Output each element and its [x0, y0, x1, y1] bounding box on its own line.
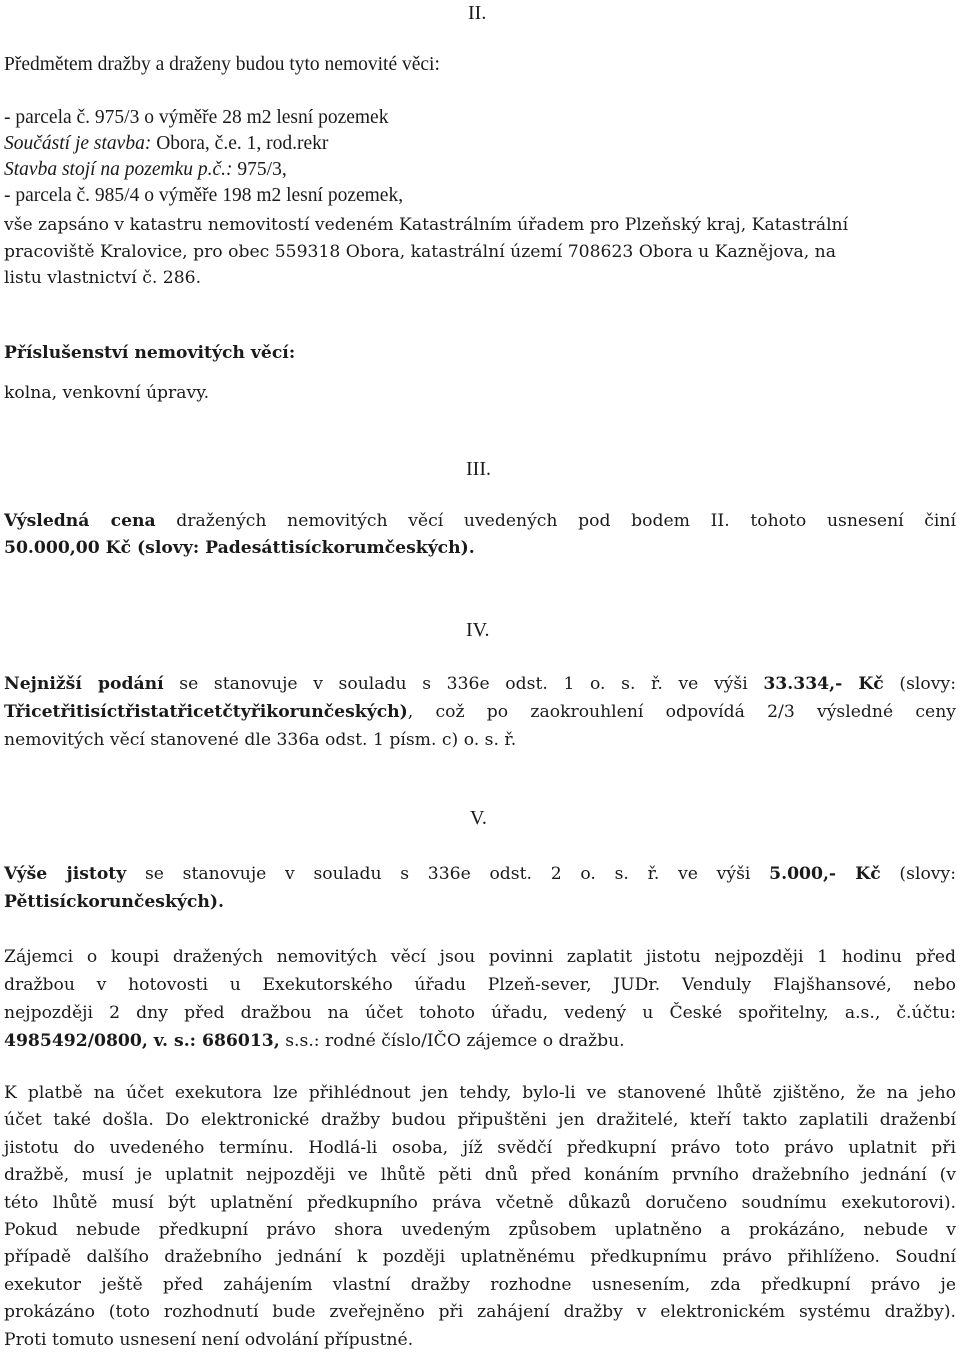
final-para-line: případě dalšího dražebního jednání k později uplatněnému předkupnímu právo přihlíženo. Soudní	[4, 1247, 956, 1268]
registry-line: vše zapsáno v katastru nemovitostí vedeném Katastrálním úřadem pro Plzeňský kraj, Katastrální	[4, 215, 849, 235]
deposit-label: Výše jistoty	[4, 864, 127, 884]
section-heading-v: V.	[470, 807, 487, 829]
lowest-bid-text: se stanovuje v souladu s 336e odst. 1 o. s. ř. ve výši	[163, 674, 764, 694]
deposit-account-line	[4, 1027, 956, 1055]
final-para-line: prokázáno (toto rozhodnutí bude zveřejněno při zahájení dražby v elektronickém systému dražby).	[4, 1302, 956, 1323]
deposit-amount-paragraph	[4, 860, 956, 916]
stands-label: Stavba stojí na pozemku p.č.:	[4, 159, 233, 180]
final-para-line: exekutor ještě před zahájením vlastní dražby rozhodne usnesením, zda předkupní právo je	[4, 1274, 956, 1295]
deposit-account-rest: s.s.: rodné číslo/IČO zájemce o dražbu.	[279, 1031, 625, 1051]
lowest-bid-words: Třicetřitisíctřistatřicetčtyřikorunčeských)	[4, 702, 408, 722]
parcel-1: - parcela č. 975/3 o výměře 28 m2 lesní pozemek	[4, 107, 389, 128]
lowest-bid-line-2	[4, 698, 956, 726]
final-price-amount: 50.000,00 Kč (slovy: Padesáttisíckorumčeských).	[4, 538, 475, 558]
deposit-amount-line-1	[4, 860, 956, 888]
final-price-line-2	[4, 535, 956, 562]
deposit-amount-line-2	[4, 888, 956, 916]
lowest-bid-line-1	[4, 670, 956, 698]
lowest-bid-text-2: (slovy:	[883, 674, 956, 694]
lowest-bid-line-3: nemovitých věcí stanovené dle 336a odst. 1 písm. c) o. s. ř.	[4, 730, 517, 750]
final-para-line: Proti tomuto usnesení není odvolání přípustné.	[4, 1329, 414, 1350]
parcel-2: - parcela č. 985/4 o výměře 198 m2 lesní pozemek,	[4, 185, 404, 206]
final-price-text: dražených nemovitých věcí uvedených pod bodem II. tohoto usnesení činí	[155, 511, 956, 531]
final-price-line-1	[4, 508, 956, 535]
final-para-line: K platbě na účet exekutora lze přihlédnout jen tehdy, bylo-li ve stanovené lhůtě zjištěno, že na jeho	[4, 1083, 956, 1103]
part-value: Obora, č.e. 1, rod.rekr	[151, 133, 329, 154]
registry-line: pracoviště Kralovice, pro obec 559318 Obora, katastrální území 708623 Obora u Kaznějova, na	[4, 241, 836, 262]
section-heading-iv: IV.	[466, 619, 490, 641]
final-price-paragraph	[4, 508, 956, 562]
section-heading-iii: III.	[466, 458, 491, 480]
deposit-text-2: (slovy:	[880, 864, 956, 884]
deposit-text: se stanovuje v souladu s 336e odst. 2 o. s. ř. ve výši	[126, 864, 770, 884]
stands-line	[4, 157, 956, 183]
deposit-amount: 5.000,- Kč	[769, 864, 881, 884]
deposit-account: 4985492/0800, v. s.: 686013,	[4, 1031, 280, 1051]
registry-text	[4, 212, 956, 292]
final-price-label: Výsledná cena	[4, 511, 156, 531]
intro-text: Předmětem dražby a draženy budou tyto nemovité věci:	[4, 54, 440, 75]
part-line	[4, 131, 956, 157]
lowest-bid-amount: 33.334,- Kč	[763, 674, 884, 694]
deposit-line: dražbou v hotovosti u Exekutorského úřadu Plzeň-sever, JUDr. Venduly Flajšhansové, nebo	[4, 975, 956, 995]
final-para-line: účet také došla. Do elektronické dražby budou připuštěni jen dražitelé, kteří takto zaplatili draženbí	[4, 1110, 956, 1131]
final-para-line: Pokud nebude předkupní právo shora uvedeným způsobem uplatněno a prokázáno, nebude v	[4, 1220, 956, 1241]
lowest-bid-label: Nejnižší podání	[4, 674, 164, 694]
deposit-line: nejpozději 2 dny před dražbou na účet tohoto úřadu, vedený u České spořitelny, a.s., č.účtu:	[4, 1003, 956, 1023]
final-para-line: jistotu do uvedeného termínu. Hodlá-li osoba, jíž svědčí předkupní právo toto právo uplatnit při	[4, 1137, 956, 1158]
lowest-bid-paragraph	[4, 670, 956, 754]
payment-conditions-paragraph	[4, 1080, 956, 1354]
section-heading-ii: II.	[468, 2, 487, 24]
deposit-line: Zájemci o koupi dražených nemovitých věcí jsou povinni zaplatit jistotu nejpozději 1 hodinu před	[4, 947, 956, 967]
deposit-words: Pěttisíckorunčeských).	[4, 892, 224, 912]
part-label: Součástí je stavba:	[4, 133, 152, 154]
final-para-line: této lhůtě musí být uplatnění předkupního práva včetně důkazů doručeno soudnímu exekutorovi).	[4, 1192, 956, 1213]
stands-value: 975/3,	[232, 159, 287, 180]
accessories-text: kolna, venkovní úpravy.	[4, 383, 210, 403]
registry-line: listu vlastnictví č. 286.	[4, 268, 202, 288]
lowest-bid-text-3: , což po zaokrouhlení odpovídá 2/3 výsledné ceny	[407, 702, 956, 722]
deposit-instructions	[4, 943, 956, 1055]
final-para-line: dražbě, musí je uplatnit nejpozději ve lhůtě pěti dnů před konáním prvního dražebního jednání (v	[4, 1165, 956, 1186]
accessories-heading: Příslušenství nemovitých věcí:	[4, 343, 296, 363]
